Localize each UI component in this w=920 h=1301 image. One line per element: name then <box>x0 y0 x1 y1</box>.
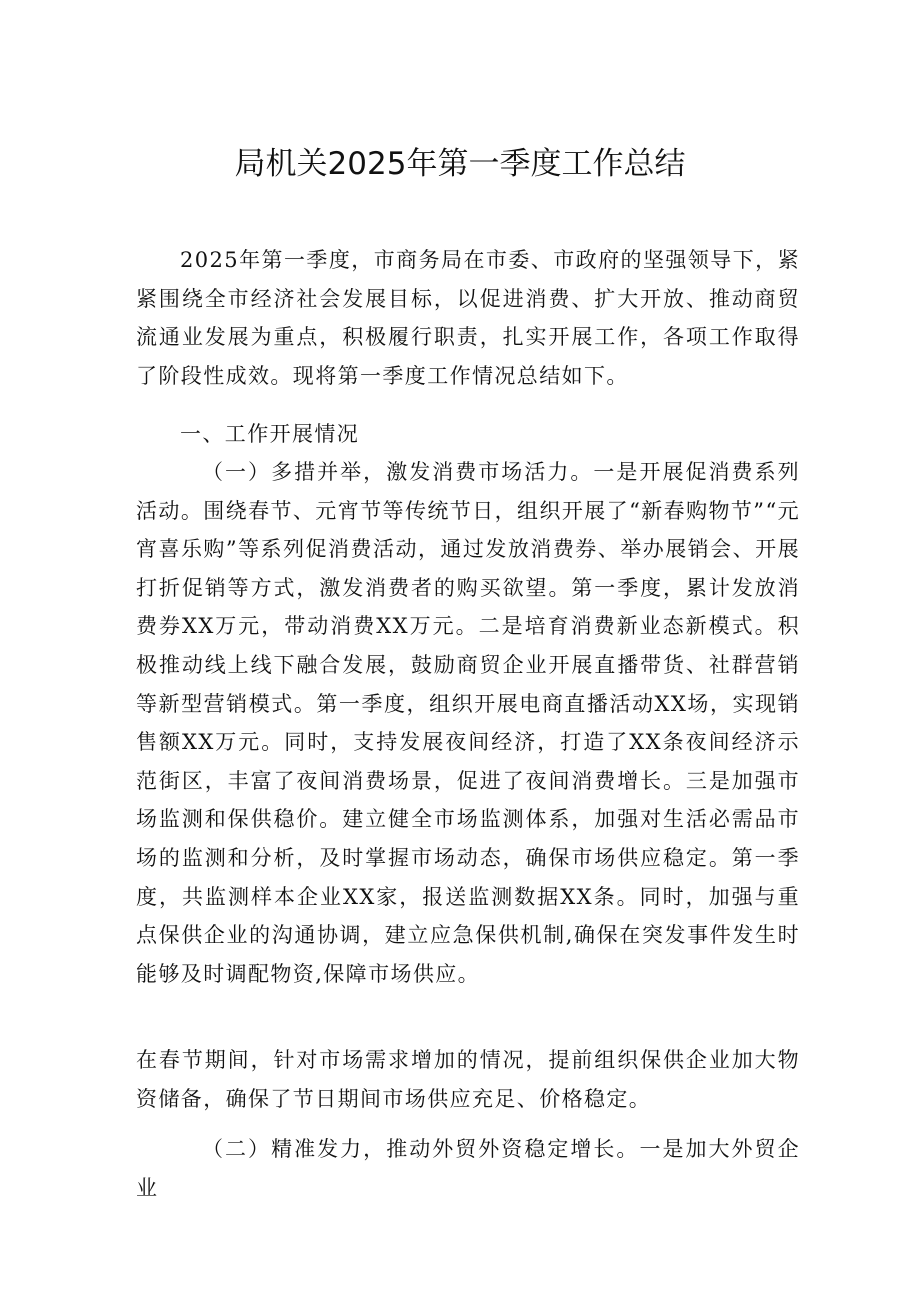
spring-festival-paragraph: 在春节期间，针对市场需求增加的情况，提前组织保供企业加大物资储备，确保了节日期间市场供应充足、价格稳定。 <box>136 1048 800 1111</box>
foreign-trade-paragraph: （二）精准发力，推动外贸外资稳定增长。一是加大外贸企业 <box>136 1137 800 1200</box>
section-heading: 一、工作开展情况 <box>180 422 360 446</box>
document-title: 局机关2025年第一季度工作总结 <box>234 146 686 182</box>
intro-paragraph: 2025年第一季度，市商务局在市委、市政府的坚强领导下，紧紧围绕全市经济社会发展目标，以促进消费、扩大开放、推动商贸流通业发展为重点，积极履行职责，扎实开展工作，各项工作取得了阶段性成效。现将第一季度工作情况总结如下。 <box>136 248 800 388</box>
consumption-paragraph: （一）多措并举，激发消费市场活力。一是开展促消费系列活动。围绕春节、元宵节等传统节日，组织开展了“新春购物节”“元宵喜乐购”等系列促消费活动，通过发放消费券、举办展销会、开展打折促销等方式，激发消费者的购买欲望。第一季度，累计发放消费券XX万元，带动消费XX万元。二是培育消费新业态新模式。积极推动线上线下融合发展，鼓励商贸企业开展直播带货、社群营销等新型营销模式。第一季度，组织开展电商直播活动XX场，实现销售额XX万元。同时，支持发展夜间经济，打造了XX条夜间经济示范街区，丰富了夜间消费场景，促进了夜间消费增长。三是加强市场监测和保供稳价。建立健全市场监测体系，加强对生活必需品市场的监测和分析，及时掌握市场动态，确保市场供应稳定。第一季度，共监测样本企业XX家，报送监测数据XX条。同时，加强与重点保供企业的沟通协调，建立应急保供机制,确保在突发事件发生时能够及时调配物资,保障市场供应。 <box>136 460 800 986</box>
